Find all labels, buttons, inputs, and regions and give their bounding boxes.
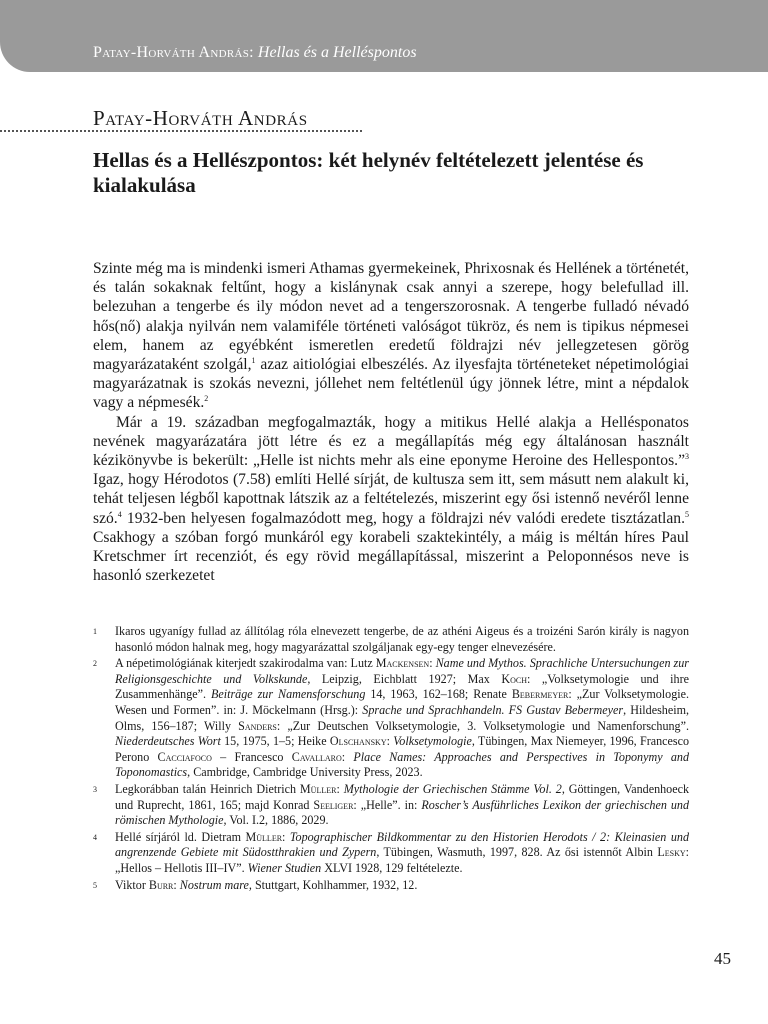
article-body [93, 259, 689, 585]
footnote-ref-3[interactable]: 3 [685, 451, 689, 461]
footnote-number: 3 [93, 784, 97, 794]
paragraph-2: Már a 19. században megfogalmazták, hogy a mitikus Hellé alakja a Hellésponatos nevének magyarázatára jött létre és ez a megállapítás még egy általánosan használt kézikönyvbe is bekerült: „Helle ist nichts mehr als eine eponyme Heroine des Hellespontos.”$^3$ Igaz, hogy Hérodotos (7.58) említi Hellé sírját, de kultusza sem itt, sem másutt nem alakult ki, tehát teljesen légből kapottnak látszik az a feltételezés, miszerint egy ősi istennő nevéről lenne szó.$^4$ 1932-ben helyesen fogalmazódott meg, hogy a földrajzi név valódi eredete tisztázatlan.$^5$ Csakhogy a szóban forgó munkáról egy korabeli szaktekintély, a máig is méltán híres Paul Kretschmer írt recenziót, és egy rövid megállapítással, miszerint a Peloponnésos neve is hasonló szerkezetet [93, 413, 689, 585]
footnote-2: 2 A népetimológiának kiterjedt szakirodalma van: Lutz Mackensen: Name und Mythos. Sprachliche Untersuchungen zur Religionsgeschichte und Volkskunde, Leipzig, Eichblatt 1927; Max Koch: „Volksetymologie und ihre Zusammenhänge”. Beiträge zur Namensforschung 14, 1963, 162–168; Renate Bebermeyer: „Zur Volksetymologie. Wesen und Formen”. in: J. Möckelmann (Hrsg.): Sprache und Sprachhandeln. FS Gustav Bebermeyer, Hildesheim, Olms, 156–187; Willy Sanders: „Zur Deutschen Volksetymologie, 3. Volksetymologie und Namenforschung”. Niederdeutsches Wort 15, 1975, 1–5; Heike Olschansky: Volksetymologie, Tübingen, Max Niemeyer, 1996, Francesco Perono Cacciafoco – Francesco Cavallaro: Place Names: Approaches and Perspectives in Toponymy and Toponomastics, Cambridge, Cambridge University Press, 2023. [93, 656, 690, 780]
footnote-ref-4[interactable]: 4 [117, 509, 122, 519]
footnote-ref-1[interactable]: 1 [251, 355, 256, 365]
footnote-number: 1 [93, 627, 97, 636]
footnote-ref-5[interactable]: 5 [685, 509, 689, 519]
dotted-rule [0, 130, 362, 132]
footnote-3: 3 Legkorábban talán Heinrich Dietrich Müller: Mythologie der Griechischen Stämme Vol. 2, Göttingen, Vandenhoeck und Ruprecht, 1861, 165; majd Konrad Seeliger: „Helle”. in: Roscher’s Ausführliches Lexikon der griechischen und römischen Mythologie, Vol. I.2, 1886, 2029. [93, 781, 690, 828]
footnote-5: 5 Viktor Burr: Nostrum mare, Stuttgart, Kohlhammer, 1932, 12. [93, 877, 418, 892]
running-head [93, 44, 417, 62]
footnotes [93, 624, 689, 894]
footnote-ref-2[interactable]: 2 [204, 394, 209, 404]
footnote-number: 4 [93, 832, 97, 842]
footnote-number: 2 [93, 659, 97, 669]
article-title: Hellas és a Hellészpontos: két helynév feltételezett jelentése és kialakulása [93, 148, 644, 197]
footnote-4: 4 Hellé sírjáról ld. Dietram Müller: Topographischer Bildkommentar zu den Historien Herodots / 2: Kleinasien und angrenzende Gebiete mit Südostthrakien und Zypern, Tübingen, Wasmuth, 1997, 828. Az ősi istennőt Albin Lesky: „Hellos – Hellotis III–IV”. Wiener Studien XLVI 1928, 129 feltételezte. [93, 829, 690, 875]
footnote-number: 5 [93, 880, 97, 890]
footnote-1: 1 Ikaros ugyanígy fullad az állítólag róla elnevezett tengerbe, de az athéni Aigeus és a troizéni Sarón király is nagyon hasonló módon halnak meg, hogy magyarázattal szolgáljanak egy-egy tenger elnevezésére. [93, 624, 689, 654]
paragraph-1: Szinte még ma is mindenki ismeri Athamas gyermekeinek, Phrixosnak és Hellének a történetét, és talán sokaknak feltűnt, hogy a kislánynak csak annyi a szerepe, hogy belefullad ill. belezuhan a tengerbe és ily módon nevet ad a tengerszorosnak. A tengerbe fulladó névadó hős(nő) alakja nyilván nem valamiféle történeti valóságot tükröz, és nem is tipikus népmesei elem, hanem az egyébként ismeretlen eredetű földrajzi név jellegzetesen görög magyarázataként szolgál,$^1$ azaz aitiológiai elbeszélés. Az ilyesfajta történeteket népetimológiai magyarázatnak is szokás nevezni, jóllehet nem feltétlenül úgy jönnek létre, mint a népdalok vagy a népmesék.$^2$ [93, 260, 689, 412]
running-head-title: Hellas és a Helléspontos [257, 44, 417, 61]
running-head-author: Patay-Horváth András: [93, 44, 254, 61]
page-number: 45 [714, 949, 731, 968]
article-author: Patay-Horváth András [93, 106, 308, 130]
